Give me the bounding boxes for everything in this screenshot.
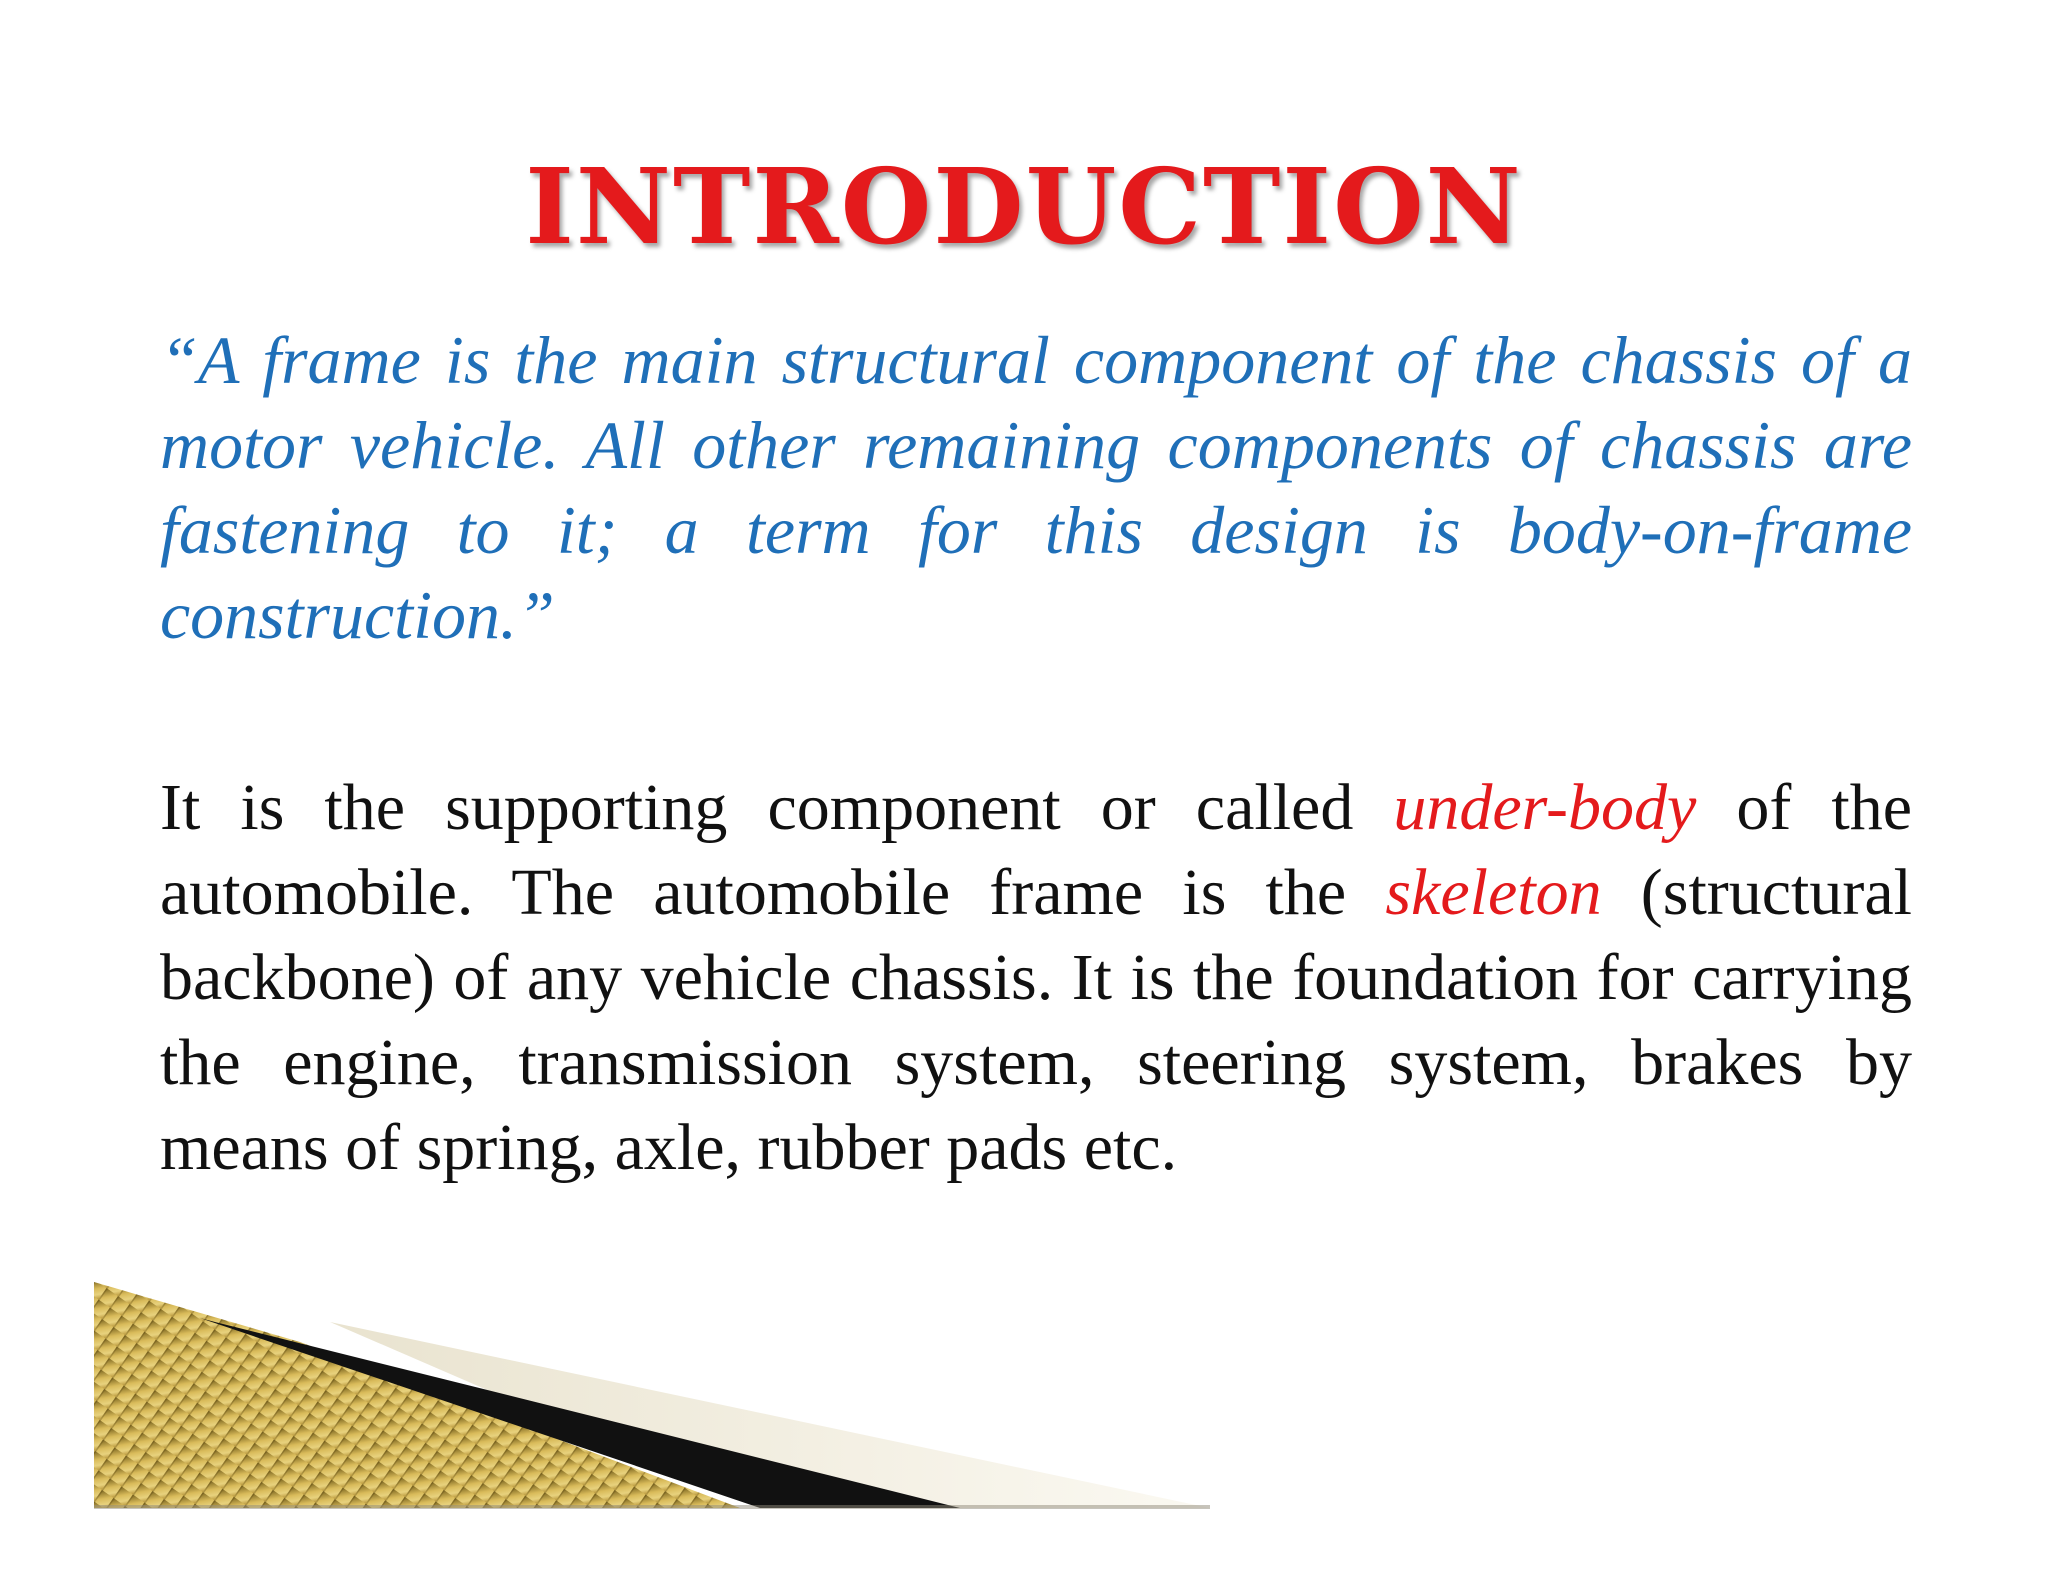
- gold-stripe-shape: [94, 1282, 740, 1508]
- body-text-part-1: It is the supporting component or called: [160, 771, 1394, 844]
- emphasis-skeleton: skeleton: [1385, 856, 1602, 929]
- black-band-shape: [200, 1318, 960, 1508]
- body-text-part-2: of the automobile. The automobile frame is the: [160, 771, 1912, 929]
- emphasis-under-body: under-body: [1393, 771, 1697, 844]
- slide-title: INTRODUCTION: [525, 145, 1523, 268]
- body-paragraph: [160, 765, 1912, 1190]
- baseline-bar: [94, 1505, 1210, 1509]
- definition-quote: “A frame is the main structural component of the chassis of a motor vehicle. All other remaining components of chassis are fastening to it; a term for this design is body-on-frame construction.”: [160, 322, 1912, 653]
- cream-band-shape: [330, 1322, 1210, 1508]
- body-text-part-3: (structural backbone) of any vehicle chassis. It is the foundation for carrying the engine, transmission system, steering system, brakes by means of spring, axle, rubber pads etc.: [160, 856, 1912, 1184]
